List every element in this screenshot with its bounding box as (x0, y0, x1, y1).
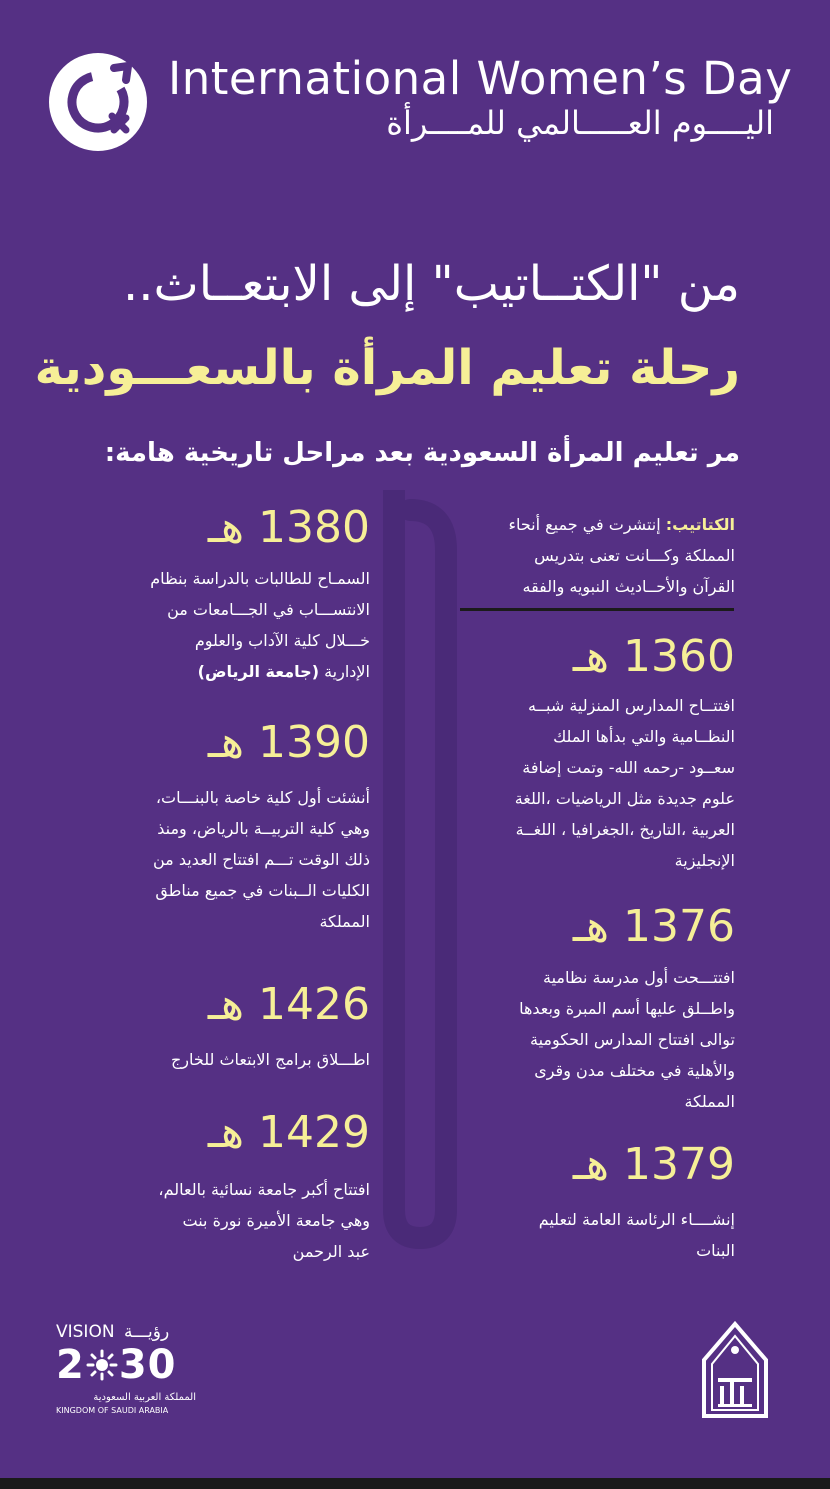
entry-line: افتتاح أكبر جامعة نسائية بالعالم، (158, 1180, 370, 1199)
entry-line: واطــلق عليها أسم المبرة وبعدها (519, 999, 735, 1018)
timeline-year: 1380 هـ (207, 502, 370, 553)
entry-line: علوم جديدة مثل الرياضيات ،اللغة (514, 789, 735, 808)
entry-line: الكليات الــبنات في جميع مناطق (155, 881, 370, 900)
entry-line: النظــامية والتي بدأها الملك (553, 727, 735, 746)
main-title: رحلة تعليم المرأة بالسعـــودية (34, 340, 740, 396)
vision-label-row (56, 1322, 196, 1342)
timeline-year: 1429 هـ (207, 1107, 370, 1158)
katateeb-line: القرآن والأحــاديث النبويه والفقه (522, 577, 735, 596)
vision-year-left: 2 (56, 1342, 85, 1388)
entry-line: افتتـــحت أول مدرسة نظامية (542, 968, 735, 987)
timeline-entry (455, 1204, 735, 1266)
entry-line: الانتســـاب في الجـــامعات من (167, 600, 370, 619)
kingdom-label-ar: المملكة العربية السعودية (93, 1392, 196, 1403)
timeline-year: 1379 هـ (572, 1139, 735, 1190)
timeline-entry (455, 690, 735, 876)
timeline-entry (120, 1174, 370, 1267)
entry-line: العربية ،التاريخ ،الجغرافيا ، اللغــة (515, 820, 735, 839)
entry-line: توالى افتتاح المدارس الحكومية (530, 1030, 735, 1049)
entry-line: إنشــــاء الرئاسة العامة لتعليم (538, 1210, 735, 1229)
entry-emphasis: (جامعة الرياض) (197, 662, 319, 681)
vision-label-ar: رؤيـــة (123, 1322, 170, 1342)
entry-line: افتتــاح المدارس المنزلية شبــه (528, 696, 735, 715)
subtitle: من "الكتــاتيب" إلى الابتعــاث.. (123, 256, 740, 312)
divider (460, 608, 734, 611)
university-emblem-icon (700, 1320, 770, 1420)
katateeb-line: إنتشرت في جميع أنحاء (508, 515, 661, 534)
katateeb-block (455, 509, 735, 602)
entry-line: وهي جامعة الأميرة نورة بنت (182, 1211, 370, 1230)
timeline-entry (120, 782, 370, 937)
header-title-ar: اليــــوم العـــــالمي للمــــرأة (386, 104, 774, 142)
timeline-year: 1390 هـ (207, 717, 370, 768)
entry-line: والأهلية في مختلف مدن وقرى (534, 1061, 735, 1080)
entry-line: البنات (696, 1241, 735, 1260)
timeline-year: 1360 هـ (572, 631, 735, 682)
katateeb-line: المملكة وكـــانت تعنى بتدريس (534, 546, 735, 565)
entry-line: السمـاح للطالبات بالدراسة بنظام (150, 569, 370, 588)
entry-line: الإدارية (324, 662, 370, 681)
entry-line: المملكة (319, 912, 370, 931)
entry-line: المملكة (684, 1092, 735, 1111)
katateeb-label: الكتاتيب: (665, 515, 735, 534)
womens-day-logo-icon (48, 52, 148, 152)
intro-text: مر تعليم المرأة السعودية بعد مراحل تاريخية هامة: (104, 438, 740, 468)
entry-line: عبد الرحمن (292, 1242, 370, 1261)
entry-line: وهي كلية التربيــة بالرياض، ومنذ (157, 819, 370, 838)
entry-line: سعــود -رحمه الله- وتمت إضافة (522, 758, 735, 777)
vision-label-en: VISION (56, 1322, 115, 1342)
timeline-year: 1376 هـ (572, 901, 735, 952)
timeline-entry (120, 1044, 370, 1075)
kingdom-label-en: KINGDOM OF SAUDI ARABIA (56, 1406, 169, 1415)
entry-line: الإنجليزية (674, 851, 735, 870)
vision-year-right: 30 (118, 1342, 177, 1388)
timeline-entry (120, 563, 370, 687)
sun-emblem-icon (86, 1349, 118, 1381)
vision-year (56, 1342, 177, 1388)
entry-line: خـــلال كلية الآداب والعلوم (194, 631, 370, 650)
entry-line: أنشئت أول كلية خاصة بالبنـــات، (155, 788, 370, 807)
entry-line: ذلك الوقت تـــم افتتاح العديد من (152, 850, 370, 869)
timeline-entry (455, 962, 735, 1117)
bottom-strip (0, 1478, 830, 1489)
entry-line: اطـــلاق برامج الابتعاث للخارج (170, 1050, 370, 1069)
vision-2030-logo (56, 1322, 206, 1422)
header-title-en: International Women’s Day (168, 52, 793, 105)
timeline-year: 1426 هـ (207, 979, 370, 1030)
